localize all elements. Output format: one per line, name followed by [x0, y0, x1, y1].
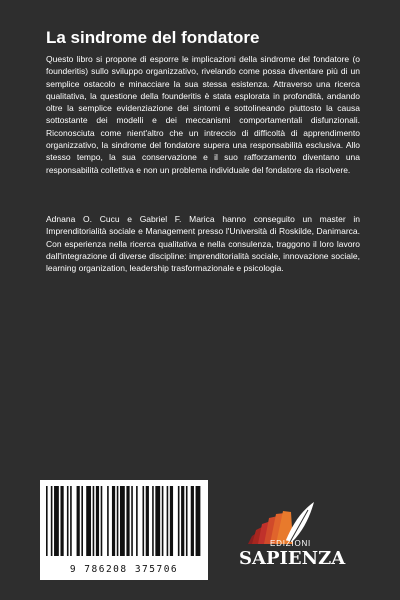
barcode-bar	[67, 486, 69, 556]
barcode-bar	[81, 486, 83, 556]
barcode-bar	[186, 486, 188, 556]
barcode-bar	[131, 486, 133, 556]
book-description: Questo libro si propone di esporre le implicazioni della sindrome del fondatore (o founderitis) sullo sviluppo organizzativo, rivelando come possa diventare più di un semplice ostacolo e minacciare la sua stessa esistenza. Attraverso una ricerca qualitativa, la questione della founderitis è stata esplorata in profondità, andando oltre la semplice evidenziazione dei sintomi e sottolineando piuttosto la causa sottostante dei modelli e dei meccanismi comportamentali disfunzionali. Riconosciuta come nient'altro che un intreccio di difficoltà di apprendimento organizzativo, la sindrome del fondatore supera una responsabilità esclusiva. Allo stesso tempo, la sua conservazione e il suo rafforzamento diventano una responsabilità collettiva e non un problema individuale del fondatore da risolvere.	[46, 54, 360, 175]
author-bio: Adnana O. Cucu e Gabriel F. Marica hanno conseguito un master in Imprenditorialità sociale e Management presso l'Università di Roskilde, Danimarca. Con esperienza nella ricerca qualitativa e nella consulenza, traggono il loro lavoro dall'integrazione di diverse discipline: imprenditorialità sociale, innovazione sociale, learning organization, leadership trasformazionale e psicologia.	[46, 214, 360, 274]
isbn-number: 9 786208 375706	[69, 564, 179, 575]
barcode-bar	[60, 486, 63, 556]
barcode-bar	[46, 486, 48, 556]
publisher-logo	[234, 500, 346, 575]
barcode-bar	[77, 486, 80, 556]
barcode-bar	[136, 486, 138, 556]
book-title: La sindrome del fondatore	[46, 28, 260, 47]
barcode-bar	[117, 486, 119, 556]
barcode-bars	[46, 486, 202, 556]
barcode-bar	[54, 486, 59, 556]
barcode-bar	[107, 486, 109, 556]
barcode-bar	[181, 486, 184, 556]
barcode-bar	[126, 486, 129, 556]
barcode-bar	[120, 486, 125, 556]
publisher-name: SAPIENZA	[239, 548, 346, 569]
barcode-bar	[155, 486, 160, 556]
barcode-bar	[112, 486, 115, 556]
barcode-bar	[142, 486, 144, 556]
barcode-bar	[70, 486, 72, 556]
barcode-bar	[101, 486, 103, 556]
barcode-bar	[51, 486, 53, 556]
isbn-barcode	[40, 480, 208, 580]
barcode-bar	[178, 486, 180, 556]
barcode-bar	[96, 486, 99, 556]
publisher-edizioni: EDIZIONI	[270, 539, 312, 548]
barcode-bar	[93, 486, 95, 556]
barcode-bar	[196, 486, 201, 556]
barcode-bar	[167, 486, 169, 556]
barcode-bar	[191, 486, 194, 556]
barcode-bar	[152, 486, 154, 556]
barcode-bar	[162, 486, 164, 556]
barcode-bar	[170, 486, 173, 556]
barcode-bar	[86, 486, 91, 556]
barcode-bar	[146, 486, 149, 556]
